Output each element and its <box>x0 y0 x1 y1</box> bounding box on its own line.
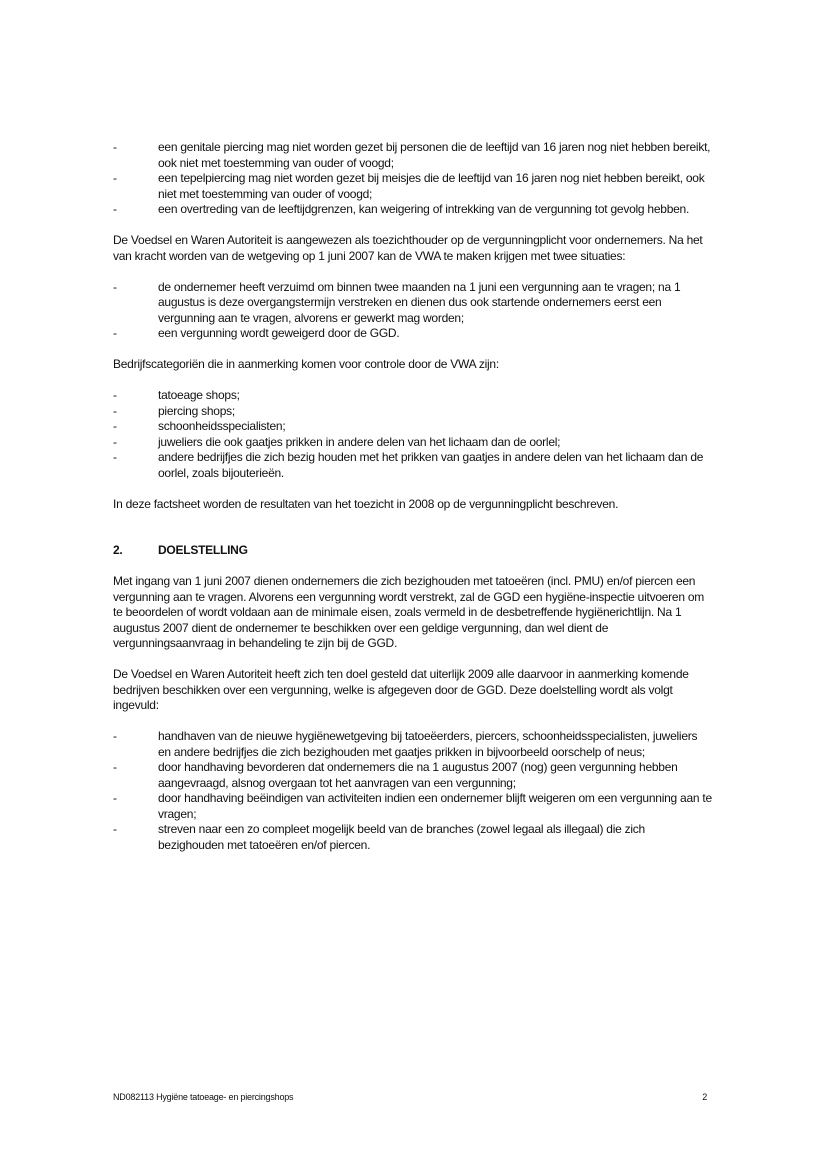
list-item: - tatoeage shops; <box>113 388 713 404</box>
intro-bullet-list <box>113 140 713 218</box>
list-item: - de ondernemer heeft verzuimd om binnen twee maanden na 1 juni een vergunning aan te vragen; na 1 augustus is deze overgangstermijn verstreken en dienen dus ook startende ondernemers eerst een vergunning aan te vragen, alvorens er gewerkt mag worden; <box>113 280 713 327</box>
page-number: 2 <box>702 1092 707 1102</box>
list-item: - schoonheidsspecialisten; <box>113 419 713 435</box>
list-item: - andere bedrijfjes die zich bezig houden met het prikken van gaatjes in andere delen van het lichaam dan de oorlel, zoals bijouterieën. <box>113 450 713 481</box>
section-title: DOELSTELLING <box>158 543 248 557</box>
footer-document-id: ND082113 Hygiëne tatoeage- en piercingshops <box>113 1092 294 1102</box>
list-item: - juweliers die ook gaatjes prikken in andere delen van het lichaam dan de oorlel; <box>113 435 713 451</box>
list-item: - handhaven van de nieuwe hygiënewetgeving bij tatoeëerders, piercers, schoonheidsspecialisten, juweliers en andere bedrijfjes die zich bezighouden met gaatjes prikken in bijvoorbeeld oorschelp of neus; <box>113 729 713 760</box>
list-item: - een genitale piercing mag niet worden gezet bij personen die de leeftijd van 16 jaren nog niet hebben bereikt, ook niet met toestemming van ouder of voogd; <box>113 140 713 171</box>
list-item: - een vergunning wordt geweigerd door de GGD. <box>113 326 713 342</box>
list-item: - door handhaving beëindigen van activiteiten indien een ondernemer blijft weigeren om een vergunning aan te vragen; <box>113 791 713 822</box>
paragraph-factsheet: In deze factsheet worden de resultaten van het toezicht in 2008 op de vergunningplicht beschreven. <box>113 496 619 511</box>
category-bullet-list <box>113 388 713 481</box>
list-item: - een tepelpiercing mag niet worden gezet bij meisjes die de leeftijd van 16 jaren nog niet hebben bereikt, ook niet met toestemming van ouder of voogd; <box>113 171 713 202</box>
goal-bullet-list <box>113 729 713 853</box>
section-heading <box>113 543 713 559</box>
paragraph-categories: Bedrijfscategoriën die in aanmerking komen voor controle door de VWA zijn: <box>113 357 499 371</box>
page-footer <box>113 1092 713 1102</box>
paragraph-vwa: De Voedsel en Waren Autoriteit is aangewezen als toezichthouder op de vergunningplicht voor ondernemers. Na het van kracht worden van de wetgeving op 1 juni 2007 kan de VWA te maken krijgen met twee situaties: <box>113 233 703 263</box>
list-item: - een overtreding van de leeftijdgrenzen, kan weigering of intrekking van de vergunning tot gevolg hebben. <box>113 202 713 218</box>
situation-bullet-list <box>113 280 713 342</box>
page-content <box>113 140 713 853</box>
list-item: - door handhaving bevorderen dat ondernemers die na 1 augustus 2007 (nog) geen vergunning hebben aangevraagd, alsnog overgaan tot het aanvragen van een vergunning; <box>113 760 713 791</box>
section-number: 2. <box>113 543 123 557</box>
list-item: - streven naar een zo compleet mogelijk beeld van de branches (zowel legaal als illegaal) die zich bezighouden met tatoeëren en/of piercen. <box>113 822 713 853</box>
paragraph-goal-2: De Voedsel en Waren Autoriteit heeft zich ten doel gesteld dat uiterlijk 2009 alle daarvoor in aanmerking komende bedrijven beschikken over een vergunning, welke is afgegeven door de GGD. Deze doelstelling wordt als volgt ingevuld: <box>113 667 689 712</box>
paragraph-goal-1: Met ingang van 1 juni 2007 dienen ondernemers die zich bezighouden met tatoeëren (incl. PMU) en/of piercen een vergunning aan te vragen. Alvorens een vergunning wordt verstrekt, zal de GGD een hygiëne-inspectie uitvoeren om te beoordelen of wordt voldaan aan de minimale eisen, zoals vermeld in de desbetreffende hygiënerichtlijn. Na 1 augustus 2007 dient de ondernemer te beschikken over een geldige vergunning, dan wel dient de vergunningsaanvraag in behandeling te zijn bij de GGD. <box>113 574 705 650</box>
list-item: - piercing shops; <box>113 404 713 420</box>
